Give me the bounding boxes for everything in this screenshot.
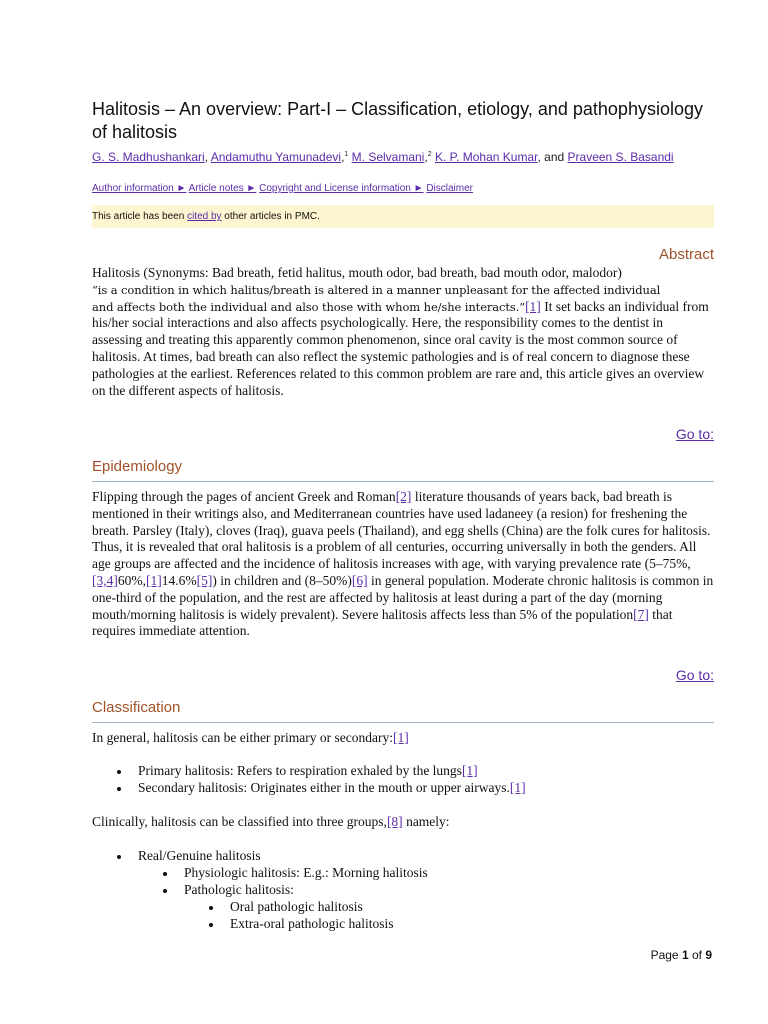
cited-by-banner: This article has been cited by other articles in PMC. xyxy=(92,205,714,228)
pathologic-halitosis-sublist xyxy=(207,899,717,933)
definition-quote: “is a condition in which halitus/breath is altered in a manner unpleasant for the affected individual xyxy=(92,282,661,297)
cited-by-link[interactable]: cited by xyxy=(187,211,222,222)
clinical-classification-intro: Clinically, halitosis can be classified into three groups,[8] namely: xyxy=(92,814,450,829)
list-item: Pathologic halitosis: xyxy=(161,882,716,899)
reference-link[interactable]: [1] xyxy=(461,763,478,778)
reference-link[interactable]: [2] xyxy=(395,489,412,504)
epidemiology-paragraph: Flipping through the pages of ancient Greek and Roman[2] literature thousands of years back, bad breath is mentioned in their writings also, and Mediterranean countries have used ladaneey (a resion) for freshening the breath. Parsley (Italy), cloves (Iraq), guava peels (Thailand), and egg shells (China) are the folk cures for halitosis. Thus, it is revealed that oral halitosis is a problem of all centuries, occurring universally in both the genders. All age groups are affected and the incidence of halitosis increases with age, with varying prevalence rate (5–75%,[3,4]60%,[1]14.6%[5]) in children and (8–50%)[6] in general population. Moderate chronic halitosis is common in one-third of the population, and the rest are affected by halitosis at least during a part of the day (morning mouth/morning halitosis is widely prevalent). Severe halitosis affects less than 5% of the population[7] that requires immediate attention. xyxy=(92,489,714,639)
author-information-link[interactable]: Author information ► xyxy=(92,183,187,194)
page-number: Page 1 of 9 xyxy=(650,948,712,962)
reference-link[interactable]: [7] xyxy=(633,606,649,622)
disclaimer-link[interactable]: Disclaimer xyxy=(426,183,473,194)
affiliation-sup: 2 xyxy=(427,151,432,158)
author-link-selvamani[interactable]: M. Selvamani xyxy=(351,150,425,164)
reference-link[interactable]: [6] xyxy=(351,572,368,588)
abstract-paragraph: Halitosis (Synonyms: Bad breath, fetid halitus, mouth odor, bad breath, bad mouth odor, malodor) “is a condition in which halitus/breath is altered in a manner unpleasant for the affected individual and affects both the individual and also those with whom he/she interacts.”[1] It set backs an individual from his/her social interactions and also affects psychologically. Here, the responsibility comes to the dentist in assessing and treating this apparently common phenomenon, since oral cavity is the most common source of halitosis. At times, bad breath can also reflect the systemic pathologies and is of real concern to diagnose these pathologies at the earliest. References related to this common problem are rare and, this article gives an overview on the different aspects of halitosis. xyxy=(92,265,709,398)
abstract-heading: Abstract xyxy=(658,246,714,263)
author-list: G. S. Madhushankari, Andamuthu Yamunadevi,$^1$ M. Selvamani,$^2$ K. P. Mohan Kumar, and Praveen S. Basandi xyxy=(92,150,674,164)
copyright-license-link[interactable]: Copyright and License information ► xyxy=(259,183,424,194)
reference-link[interactable]: [1] xyxy=(525,298,541,314)
goto-link[interactable]: Go to: xyxy=(675,667,714,683)
article-title: Halitosis – An overview: Part-I – Classification, etiology, and pathophysiology of halitosis xyxy=(92,99,703,142)
list-item: Secondary halitosis: Originates either in the mouth or upper airways.[1] xyxy=(115,780,715,797)
list-item: Oral pathologic halitosis xyxy=(207,899,717,916)
author-link-basandi[interactable]: Praveen S. Basandi xyxy=(567,150,674,164)
classification-heading: Classification xyxy=(92,698,714,723)
clinical-group-list xyxy=(115,848,715,865)
reference-link[interactable]: [5] xyxy=(196,572,213,588)
reference-link[interactable]: [3,4] xyxy=(92,572,118,588)
and-text: and xyxy=(544,150,565,164)
reference-link[interactable]: [8] xyxy=(386,814,403,829)
article-notes-link[interactable]: Article notes ► xyxy=(188,183,257,194)
affiliation-sup: 1 xyxy=(344,151,349,158)
list-item: Extra-oral pathologic halitosis xyxy=(207,916,717,933)
author-link-madhushankari[interactable]: G. S. Madhushankari xyxy=(92,150,205,164)
real-halitosis-sublist xyxy=(161,865,716,899)
list-item: Real/Genuine halitosis xyxy=(115,848,715,865)
classification-intro: In general, halitosis can be either primary or secondary:[1] xyxy=(92,730,409,745)
halitosis-type-list xyxy=(115,763,715,797)
author-link-yamunadevi[interactable]: Andamuthu Yamunadevi xyxy=(210,150,342,164)
epidemiology-heading: Epidemiology xyxy=(92,457,714,482)
reference-link[interactable]: [1] xyxy=(146,572,162,588)
goto-link[interactable]: Go to: xyxy=(675,426,714,442)
reference-link[interactable]: [1] xyxy=(393,730,409,745)
list-item: Primary halitosis: Refers to respiration exhaled by the lungs[1] xyxy=(115,763,715,780)
list-item: Physiologic halitosis: E.g.: Morning halitosis xyxy=(161,865,716,882)
reference-link[interactable]: [1] xyxy=(509,779,526,795)
article-meta-links xyxy=(92,182,714,196)
author-link-mohan-kumar[interactable]: K. P. Mohan Kumar xyxy=(434,150,538,164)
